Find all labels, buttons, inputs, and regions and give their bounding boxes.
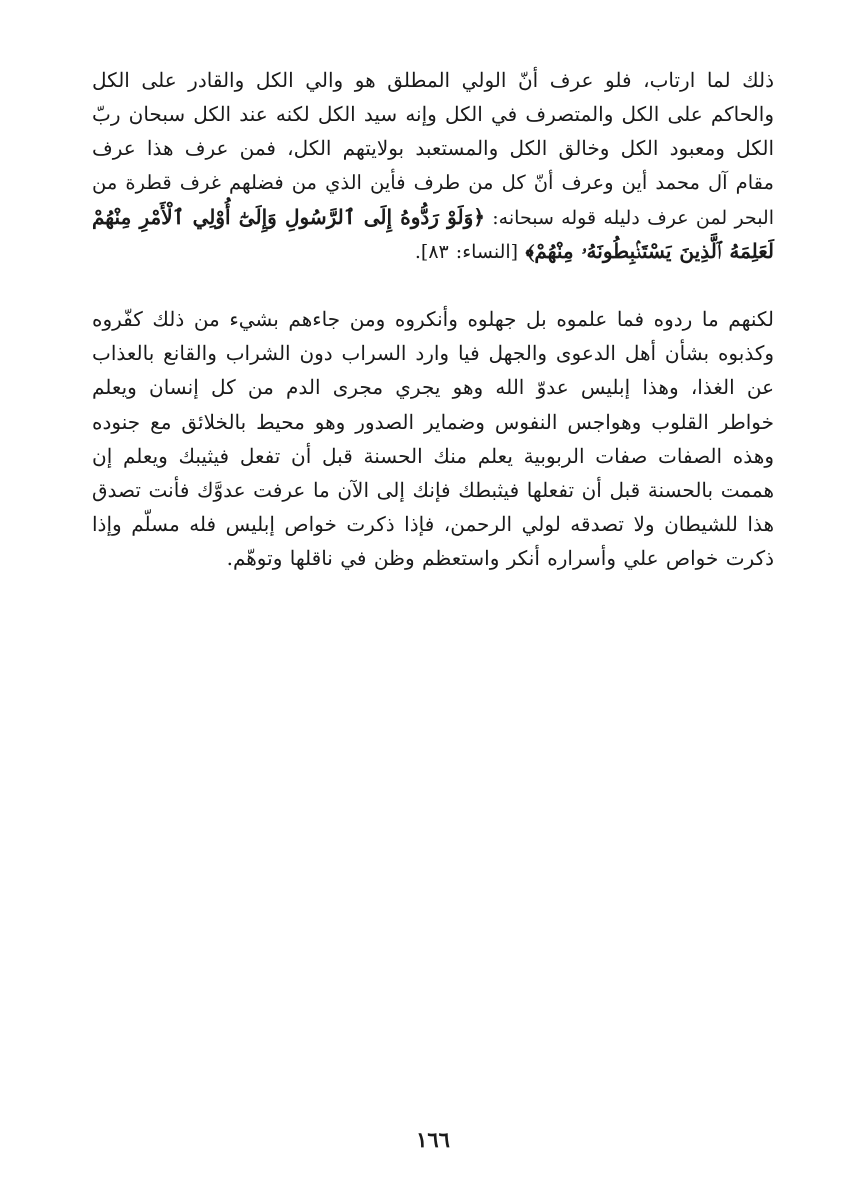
text-line-with-verse: [92, 200, 774, 234]
quran-verse-start: ﴿وَلَوْ رَدُّوهُ إِلَى ٱلرَّسُولِ وَإِلَىٰٓ أُوْلِي ٱلْأَمْرِ مِنْهُمْ: [92, 204, 485, 229]
paragraph-1: [92, 63, 774, 268]
text-line: مقام آل محمد أين وعرف أنّ كل من طرف فأين الذي من فضلهم غرف قطرة من: [92, 170, 774, 194]
verse-intro: البحر لمن عرف دليله قوله سبحانه:: [492, 206, 775, 229]
text-line: لكنهم ما ردوه فما علموه بل جهلوه وأنكروه ومن جاءهم بشيء من ذلك كفّروه: [92, 307, 774, 331]
paragraph-2: [92, 302, 774, 576]
text-line: ذلك لما ارتاب، فلو عرف أنّ الولي المطلق هو والي الكل والقادر على الكل: [92, 68, 774, 92]
text-line: ذكرت خواص علي وأسراره أنكر واستعظم وظن في ناقلها وتوهّم.: [226, 546, 774, 571]
text-line: هذا للشيطان ولا تصدقه لولي الرحمن، فإذا ذكرت خواص إبليس فله مسلّم وإذا: [92, 512, 774, 537]
text-line: والحاكم على الكل والمتصرف في الكل وإنه سيد الكل لكنه عند الكل سبحان ربّ: [92, 102, 774, 127]
text-line: خواطر القلوب وهواجس النفوس وضماير الصدور وهو محيط بالخلائق مع جنوده: [92, 409, 774, 434]
text-line: الكل ومعبود الكل وخالق الكل والمستعبد بولايتهم الكل، فمن عرف هذا عرف: [92, 136, 774, 161]
page-number: ١٦٦: [416, 1127, 450, 1152]
text-line: وهذه الصفات صفات الربوبية يعلم منك الحسنة قبل أن تفعل فيثيبك ويعلم إن: [92, 443, 774, 468]
text-line: عن الغذا، وهذا إبليس عدوّ الله وهو يجري مجرى الدم من كل إنسان ويعلم: [92, 375, 774, 400]
text-line: وكذبوه بشأن أهل الدعوى والجهل فيا وارد السراب دون الشراب والقانع بالعذاب: [92, 341, 774, 366]
text-line: هممت بالحسنة قبل أن تفعلها فيثبطك فإنك إلى الآن ما عرفت عدوَّك فأنت تصدق: [92, 477, 774, 502]
verse-reference: [النساء: ٨٣].: [414, 240, 519, 263]
quran-verse-end: لَعَلِمَهُ ٱلَّذِينَ يَسْتَنۢبِطُونَهُۥ مِنْهُمْ﴾: [525, 238, 774, 263]
text-line-with-verse: [92, 234, 774, 268]
